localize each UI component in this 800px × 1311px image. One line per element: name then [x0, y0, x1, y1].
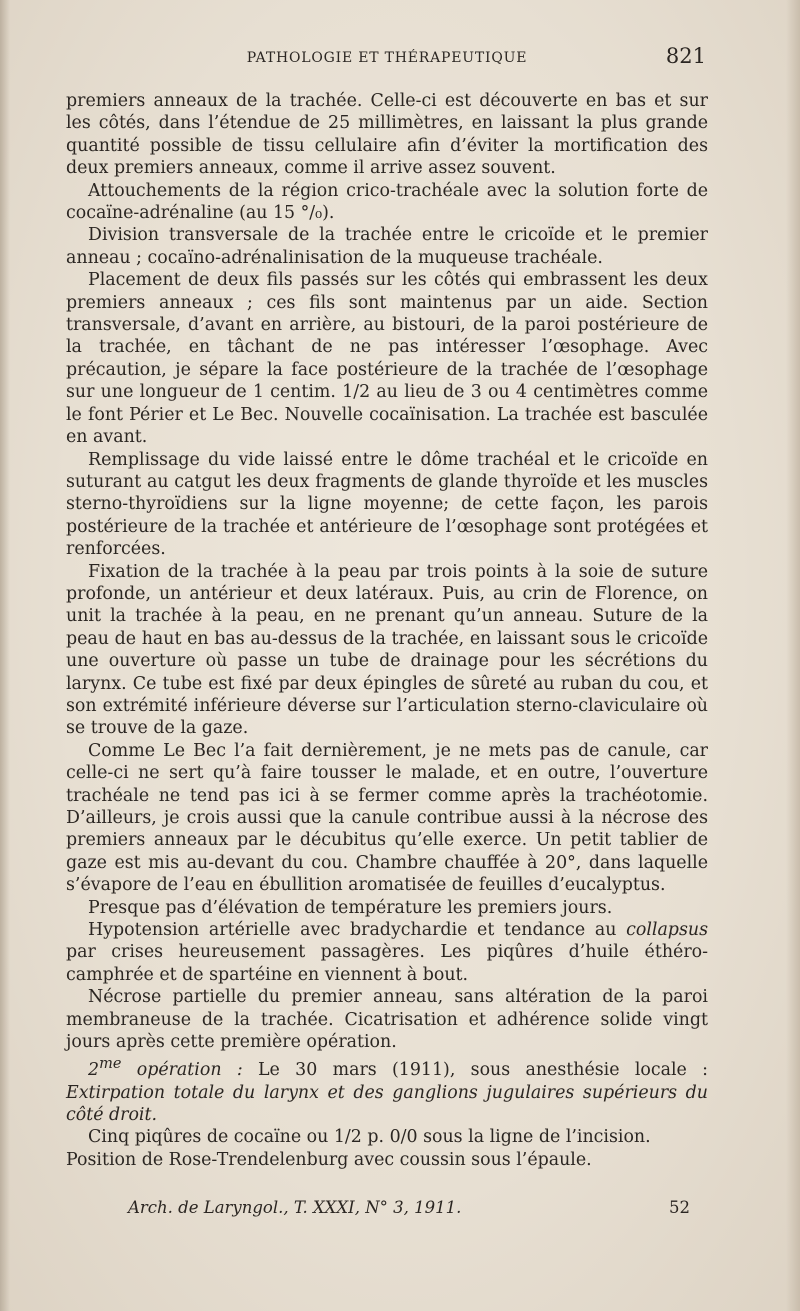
paragraph-cocaine: Cinq piqûres de cocaïne ou 1/2 p. 0/0 sous la ligne de l’incision. — [88, 1127, 651, 1148]
paragraph-temperature: Presque pas d’élévation de température les premiers jours. — [88, 897, 613, 918]
page-header — [66, 44, 708, 74]
paragraph-fixation: Fixation de la trachée à la peau par trois points à la soie de suture profonde, un antérieur et deux latéraux. Puis, au crin de Florence, on unit la trachée à la peau, en ne prenant qu’un anneau. Suture de la peau de haut en bas au-dessus de la trachée, en laissant sous le cricoïde une ouverture où passe un tube de drainage pour les sécrétions du larynx. Ce tube est fixé par deux épingles de sûreté au ruban du cou, et son extrémité inférieure déverse sur l’articulation sterno-claviculaire où se trouve de la gaze. — [66, 561, 708, 739]
operation-number-digit: 2 — [88, 1060, 100, 1081]
page-edge-right — [786, 0, 800, 1311]
operation-label: opération : — [121, 1060, 243, 1081]
paragraph-remplissage: Remplissage du vide laissé entre le dôme trachéal et le cricoïde en suturant au catgut les deux fragments de glande thyroïde et les muscles sterno-thyroïdiens sur la ligne moyenne; de cette façon, les parois postérieure de la trachée et antérieure de l’œsophage sont protégées et renforcées. — [66, 449, 708, 560]
journal-reference: Arch. de Laryngol., T. XXXI, N° 3, 1911. — [128, 1198, 462, 1217]
running-title: PATHOLOGIE ET THÉRAPEUTIQUE — [246, 50, 528, 66]
paragraph-necrose: Nécrose partielle du premier anneau, sans altération de la paroi membraneuse de la trachée. Cicatrisation et adhérence solide vingt jours après cette première opération. — [66, 987, 708, 1053]
hypotension-text-start: Hypotension artérielle avec bradychardie et tendance au — [88, 920, 627, 941]
paragraph-division: Division transversale de la trachée entre le cricoïde et le premier anneau ; cocaïno-adrénalinisation de la muqueuse trachéale. — [66, 225, 708, 268]
body-text — [66, 90, 708, 1171]
page-footer — [66, 1198, 708, 1222]
signature-mark: 52 — [669, 1198, 690, 1217]
paragraph-canule: Comme Le Bec l’a fait dernièrement, je ne mets pas de canule, car celle-ci ne sert qu’à faire tousser le malade, et en outre, l’ouverture trachéale ne tend pas ici à se fermer comme après la trachéotomie. D’ailleurs, je crois aussi que la canule contribue aussi à la nécrose des premiers anneaux par le décubitus qu’elle exerce. Un petit tablier de gaze est mis au-devant du cou. Chambre chauffée à 20°, dans laquelle s’évapore de l’eau en ébullition aromatisée de feuilles d’eucalyptus. — [66, 740, 708, 896]
collapsus-italic: collapsus — [626, 920, 708, 941]
paragraph-attouchements: Attouchements de la région crico-trachéale avec la solution forte de cocaïne-adrénaline (au 15 °/₀). — [66, 180, 708, 224]
hypotension-text-end: par crises heureusement passagères. Les piqûres d’huile éthéro-camphrée et de spartéine en viennent à bout. — [66, 942, 708, 985]
paragraph-continuation: premiers anneaux de la trachée. Celle-ci est découverte en bas et sur les côtés, dans l’étendue de 25 millimètres, en laissant la plus grande quantité possible de tissu cellulaire afin d’éviter la mortification des deux premiers anneaux, comme il arrive assez souvent. — [66, 91, 708, 179]
operation-number — [88, 1056, 243, 1081]
paragraph-hypotension — [66, 919, 708, 986]
paragraph-position: Position de Rose-Trendelenburg avec coussin sous l’épaule. — [66, 1149, 592, 1170]
paragraph-placement: Placement de deux fils passés sur les côtés qui embrassent les deux premiers anneaux ; ces fils sont maintenus par un aide. Section transversale, d’avant en arrière, au bistouri, de la paroi postérieure de la trachée, en tâchant de ne pas intéresser l’œsophage. Avec précaution, je sépare la face postérieure de la trachée de l’œsophage sur une longueur de 1 centim. 1/2 au lieu de 3 ou 4 centimètres comme le font Périer et Le Bec. Nouvelle cocaïnisation. La trachée est basculée en avant. — [66, 270, 708, 448]
operation-title: Extirpation totale du larynx et des ganglions jugulaires supérieurs du côté droit. — [66, 1082, 708, 1126]
paragraph-second-operation — [66, 1053, 708, 1126]
operation-date-text: Le 30 mars (1911), sous anesthésie locale : — [242, 1060, 709, 1081]
page-edge-left — [0, 0, 10, 1311]
operation-number-superscript: me — [99, 1056, 122, 1073]
page-number: 821 — [665, 44, 706, 68]
